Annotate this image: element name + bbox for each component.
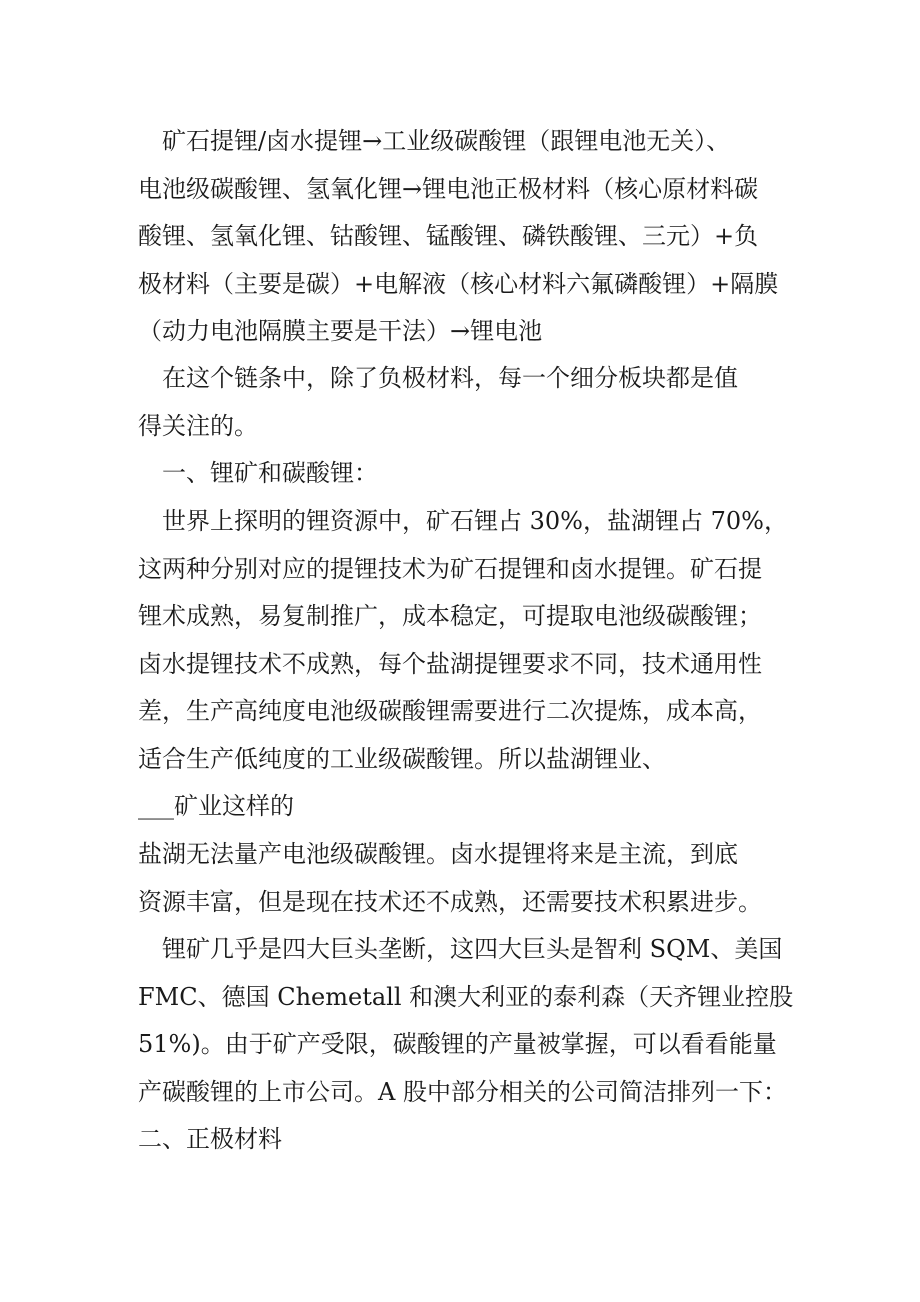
text-line: 在这个链条中，除了负极材料，每一个细分板块都是值 <box>138 364 738 392</box>
text-line: 矿石提锂/卤水提锂→工业级碳酸锂（跟锂电池无关）、 <box>138 127 731 155</box>
paragraph-chain-focus <box>138 355 788 450</box>
text-line: 资源丰富，但是现在技术还不成熟，还需要技术积累进步。 <box>138 887 762 916</box>
paragraph-brine-extraction <box>138 831 788 926</box>
text-line: 盐湖无法量产电池级碳酸锂。卤水提锂将来是主流，到底 <box>138 840 738 868</box>
text-line: 酸锂、氢氧化锂、钴酸锂、锰酸锂、磷铁酸锂、三元）+负 <box>138 222 759 250</box>
text-line: 极材料（主要是碳）+电解液（核心材料六氟磷酸锂）+隔膜 <box>138 269 779 298</box>
paragraph-lithium-resources <box>138 498 788 783</box>
section-heading-cathode <box>138 1116 788 1164</box>
text-line: 电池级碳酸锂、氢氧化锂→锂电池正极材料（核心原材料碳 <box>138 174 759 203</box>
text-line: 适合生产低纯度的工业级碳酸锂。所以盐湖锂业、 <box>138 744 666 773</box>
text-line: 卤水提锂技术不成熟，每个盐湖提锂要求不同，技术通用性 <box>138 649 762 678</box>
paragraph-mining-fragment <box>138 783 788 831</box>
text-line: （动力电池隔膜主要是干法）→锂电池 <box>138 317 543 345</box>
text-line: FMC、德国 Chemetall 和澳大利亚的泰利森（天齐锂业控股 <box>138 982 794 1011</box>
text-line: 差，生产高纯度电池级碳酸锂需要进行二次提炼，成本高， <box>138 697 762 725</box>
paragraph-lithium-giants <box>138 926 794 1116</box>
text-line: ___矿业这样的 <box>138 792 294 820</box>
text-line: 锂术成熟，易复制推广，成本稳定，可提取电池级碳酸锂； <box>138 602 762 630</box>
paragraph-lithium-chain <box>138 118 788 356</box>
text-line: 世界上探明的锂资源中，矿石锂占 30%，盐湖锂占 70%， <box>138 507 788 535</box>
text-line: 51%)。由于矿产受限，碳酸锂的产量被掌握，可以看看能量 <box>138 1030 777 1058</box>
text-line: 二、正极材料 <box>138 1125 282 1153</box>
text-line: 得关注的。 <box>138 411 258 440</box>
text-line: 一、锂矿和碳酸锂： <box>138 459 378 487</box>
section-heading-lithium-ore <box>138 450 788 498</box>
text-line: 这两种分别对应的提锂技术为矿石提锂和卤水提锂。矿石提 <box>138 554 762 583</box>
text-line: 产碳酸锂的上市公司。A 股中部分相关的公司简洁排列一下： <box>138 1077 787 1106</box>
text-line: 锂矿几乎是四大巨头垄断，这四大巨头是智利 SQM、美国 <box>138 935 783 963</box>
